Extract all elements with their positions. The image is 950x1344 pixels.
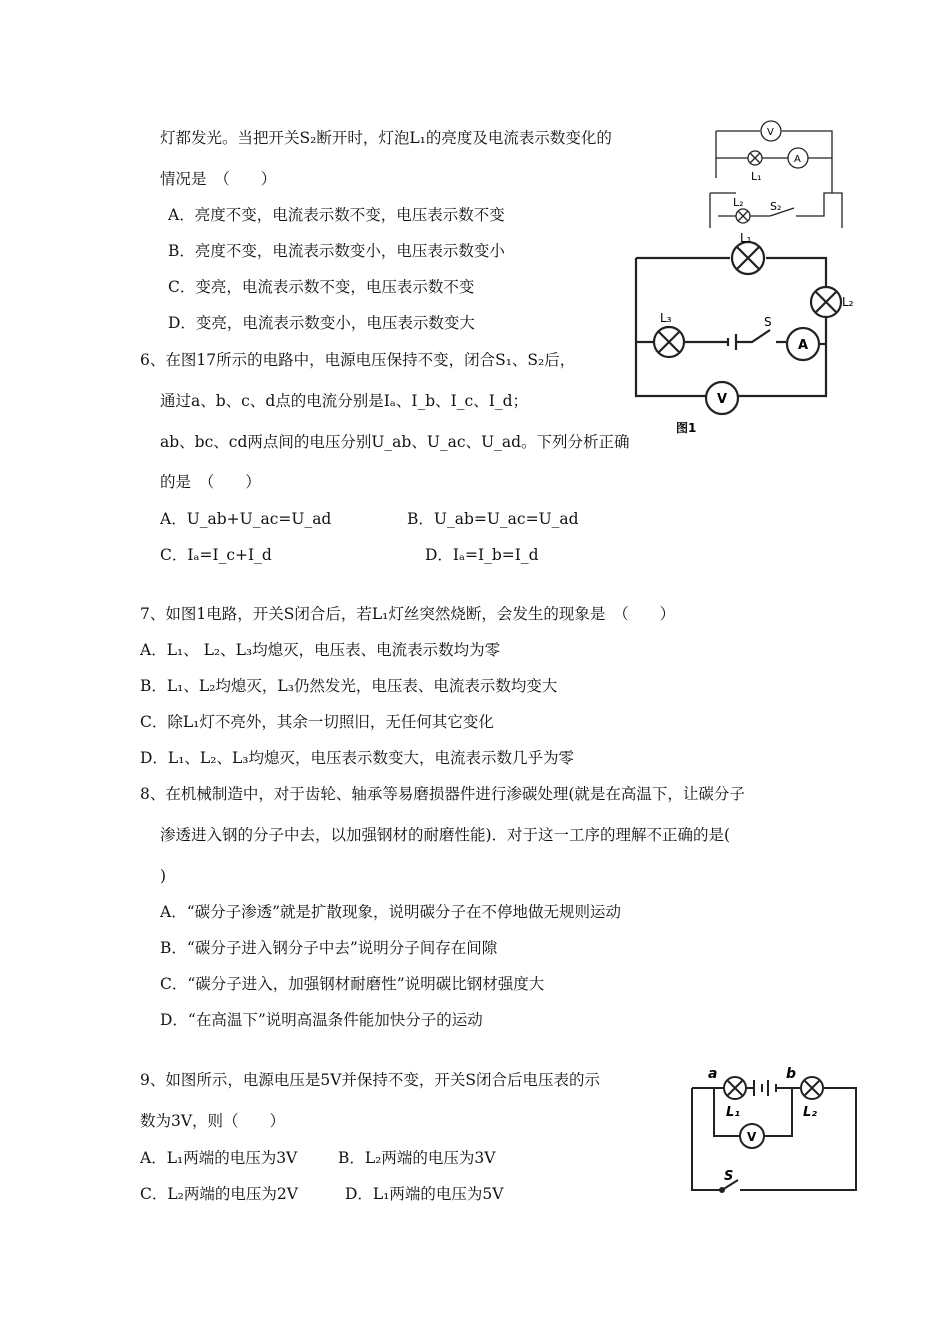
q9-voltmeter-label: V (747, 1130, 757, 1144)
q8-option-a: A．“碳分子渗透”就是扩散现象，说明碳分子在不停地做无规则运动 (160, 903, 622, 921)
q5-s2-label: S₂ (770, 200, 782, 213)
q5-voltmeter-label: V (767, 127, 774, 138)
q5-option-c: C．变亮，电流表示数不变，电压表示数不变 (168, 278, 475, 296)
q9-circuit-figure (688, 1058, 863, 1198)
q6-line3: ab、bc、cd两点间的电压分别U_ab、U_ac、U_ad。下列分析正确 (160, 433, 630, 451)
q5-l1-label: L₁ (751, 170, 762, 183)
q8-option-d: D．“在高温下”说明高温条件能加快分子的运动 (160, 1011, 483, 1029)
q7-option-d: D．L₁、L₂、L₃均熄灭，电压表示数变大，电流表示数几乎为零 (140, 749, 574, 767)
q6-option-a: A．U_ab+U_ac=U_ad (160, 510, 332, 528)
q5-option-d: D．变亮，电流表示数变小，电压表示数变大 (168, 314, 475, 332)
fig1-switch-label: S (764, 315, 772, 329)
q5-stem-line2: 情况是 （ ） (160, 170, 277, 188)
q9-l2-label: L₂ (803, 1105, 817, 1120)
q9-point-a-label: a (708, 1066, 718, 1082)
q5-circuit-figure (700, 118, 850, 230)
q8-line3: ) (160, 867, 167, 885)
q6-option-c: C．Iₐ=I_c+I_d (160, 546, 272, 564)
q5-option-a: A．亮度不变，电流表示数不变，电压表示数不变 (168, 206, 505, 224)
q9-l1-label: L₁ (726, 1105, 740, 1120)
q7-stem: 7、如图1电路，开关S闭合后，若L₁灯丝突然烧断，会发生的现象是 （ ） (140, 605, 676, 623)
q8-option-b: B．“碳分子进入钢分子中去”说明分子间存在间隙 (160, 939, 498, 957)
q8-line1: 8、在机械制造中，对于齿轮、轴承等易磨损器件进行渗碳处理(就是在高温下，让碳分子 (140, 785, 745, 803)
q5-option-b: B．亮度不变，电流表示数变小，电压表示数变小 (168, 242, 505, 260)
q5-l2-label: L₂ (733, 196, 744, 209)
q6-option-b: B．U_ab=U_ac=U_ad (407, 510, 579, 528)
q9-point-b-label: b (786, 1066, 797, 1082)
q9-option-a: A．L₁两端的电压为3V (140, 1149, 298, 1167)
fig1-l3-label: L₃ (660, 311, 672, 325)
q9-option-b: B．L₂两端的电压为3V (338, 1149, 496, 1167)
q7-option-c: C．除L₁灯不亮外，其余一切照旧，无任何其它变化 (140, 713, 494, 731)
q9-line1: 9、如图所示，电源电压是5V并保持不变，开关S闭合后电压表的示 (140, 1071, 601, 1089)
q6-line1: 6、在图17所示的电路中，电源电压保持不变，闭合S₁、S₂后， (140, 351, 576, 369)
fig1-l1-label: L₁ (740, 231, 752, 245)
q6-line4: 的是 （ ） (160, 473, 261, 491)
q5-stem-line1: 灯都发光。当把开关S₂断开时，灯泡L₁的亮度及电流表示数变化的 (160, 129, 612, 147)
fig1-ammeter-label: A (798, 338, 809, 353)
fig1-voltmeter-label: V (717, 392, 728, 407)
q8-line2: 渗透进入钢的分子中去，以加强钢材的耐磨性能)．对于这一工序的理解不正确的是( (160, 826, 731, 844)
q7-option-a: A．L₁、 L₂、L₃均熄灭，电压表、电流表示数均为零 (140, 641, 501, 659)
q7-option-b: B．L₁、L₂均熄灭，L₃仍然发光，电压表、电流表示数均变大 (140, 677, 558, 695)
q9-line2: 数为3V，则（ ） (140, 1112, 286, 1130)
q8-option-c: C．“碳分子进入，加强钢材耐磨性”说明碳比钢材强度大 (160, 975, 545, 993)
fig1-l2-label: L₂ (842, 295, 854, 309)
q5-ammeter-label: A (794, 154, 801, 165)
q6-option-d: D．Iₐ=I_b=I_d (425, 546, 539, 564)
q6-line2: 通过a、b、c、d点的电流分别是Iₐ、I_b、I_c、I_d； (160, 392, 529, 410)
figure-1-circuit (628, 230, 858, 440)
q9-switch-label: S (724, 1169, 734, 1184)
q9-option-c: C．L₂两端的电压为2V (140, 1185, 298, 1203)
q9-option-d: D．L₁两端的电压为5V (345, 1185, 504, 1203)
fig1-caption: 图1 (676, 421, 697, 435)
